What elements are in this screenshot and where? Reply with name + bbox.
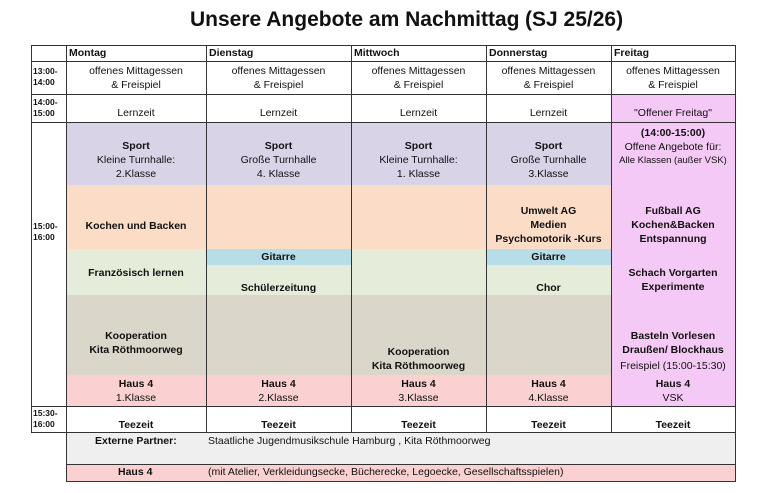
friday-freispiel: Freispiel (15:00-15:30) — [620, 360, 726, 372]
sport-donnerstag: Sport Große Turnhalle 3.Klasse — [510, 140, 587, 180]
lernzeit-montag: Lernzeit — [117, 107, 155, 119]
friday-group-1: Fußball AG Kochen&Backen Entspannung — [631, 205, 715, 245]
gitarre-dienstag: Gitarre — [261, 251, 296, 263]
teezeit-montag: Teezeit — [118, 419, 154, 431]
partner-value: Staatliche Jugendmusikschule Hamburg , Kita Röthmoorweg — [208, 435, 491, 447]
green-strip-montag — [66, 249, 206, 265]
title-school-year: (SJ 25/26) — [525, 8, 624, 31]
offener-freitag: "Offener Freitag" — [634, 107, 712, 119]
footer-haus-value: (mit Atelier, Verkleidungsecke, Bücherecke, Legoecke, Gesellschaftsspielen) — [208, 466, 564, 478]
teezeit-mittwoch: Teezeit — [401, 419, 436, 431]
teezeit-freitag: Teezeit — [655, 419, 691, 431]
lernzeit-mittwoch: Lernzeit — [399, 107, 438, 119]
sport-mittwoch: Sport Kleine Turnhalle: 1. Klasse — [379, 140, 458, 180]
teezeit-donnerstag: Teezeit — [531, 419, 566, 431]
umwelt-donnerstag: Umwelt AG Medien Psychomotorik -Kurs — [495, 205, 602, 245]
title-main: Unsere Angebote am Nachmittag — [190, 8, 520, 31]
green-strip-mittwoch — [351, 249, 486, 265]
page-title — [0, 8, 768, 38]
lernzeit-dienstag: Lernzeit — [259, 107, 298, 119]
haus4-montag: Haus 4 1.Klasse — [115, 378, 157, 404]
franzoesisch-montag: Französisch lernen — [88, 267, 184, 279]
time-15-16: 15:00- 16:00 — [33, 221, 58, 242]
partner-label: Externe Partner: — [95, 435, 177, 447]
time-13-14: 13:00- 14:00 — [33, 66, 58, 87]
lunch-dienstag: offenes Mittagessen & Freispiel — [231, 65, 326, 91]
chor-donnerstag: Chor — [536, 282, 561, 294]
kooperation-montag: Kooperation Kita Röthmoorweg — [89, 330, 183, 356]
header-mittwoch: Mittwoch — [354, 47, 400, 59]
haus4-donnerstag: Haus 4 4.Klasse — [528, 378, 569, 404]
header-montag: Montag — [69, 47, 107, 59]
lunch-montag: offenes Mittagessen & Freispiel — [89, 65, 183, 91]
haus4-freitag: Haus 4 VSK — [655, 378, 691, 404]
gitarre-donnerstag: Gitarre — [531, 251, 566, 263]
friday-offers: (14:00-15:00) Offene Angebote für: Alle Klassen (außer VSK) — [619, 127, 727, 166]
lunch-freitag: offenes Mittagessen & Freispiel — [626, 65, 720, 91]
friday-group-3: Basteln Vorlesen Draußen/ Blockhaus — [622, 330, 724, 356]
friday-group-2: Schach Vorgarten Experimente — [628, 267, 718, 293]
footer-haus-label: Haus 4 — [118, 466, 153, 478]
schuelerzeitung-dienstag: Schülerzeitung — [240, 282, 317, 294]
lunch-mittwoch: offenes Mittagessen & Freispiel — [371, 65, 466, 91]
time-14-15: 14:00- 15:00 — [33, 97, 58, 118]
sport-dienstag: Sport Große Turnhalle 4. Klasse — [240, 140, 317, 180]
kochen-backen-montag: Kochen und Backen — [85, 220, 187, 232]
header-freitag: Freitag — [614, 47, 650, 59]
lunch-donnerstag: offenes Mittagessen & Freispiel — [501, 65, 596, 91]
teezeit-dienstag: Teezeit — [261, 419, 296, 431]
time-1530-16: 15:30- 16:00 — [33, 408, 58, 429]
header-dienstag: Dienstag — [209, 47, 254, 59]
haus4-mittwoch: Haus 4 3.Klasse — [398, 378, 439, 404]
lernzeit-donnerstag: Lernzeit — [529, 107, 568, 119]
sport-montag: Sport Kleine Turnhalle: 2.Klasse — [96, 140, 176, 180]
haus4-dienstag: Haus 4 2.Klasse — [258, 378, 299, 404]
header-donnerstag: Donnerstag — [489, 47, 548, 59]
kooperation-mittwoch: Kooperation Kita Röthmoorweg — [371, 346, 466, 372]
